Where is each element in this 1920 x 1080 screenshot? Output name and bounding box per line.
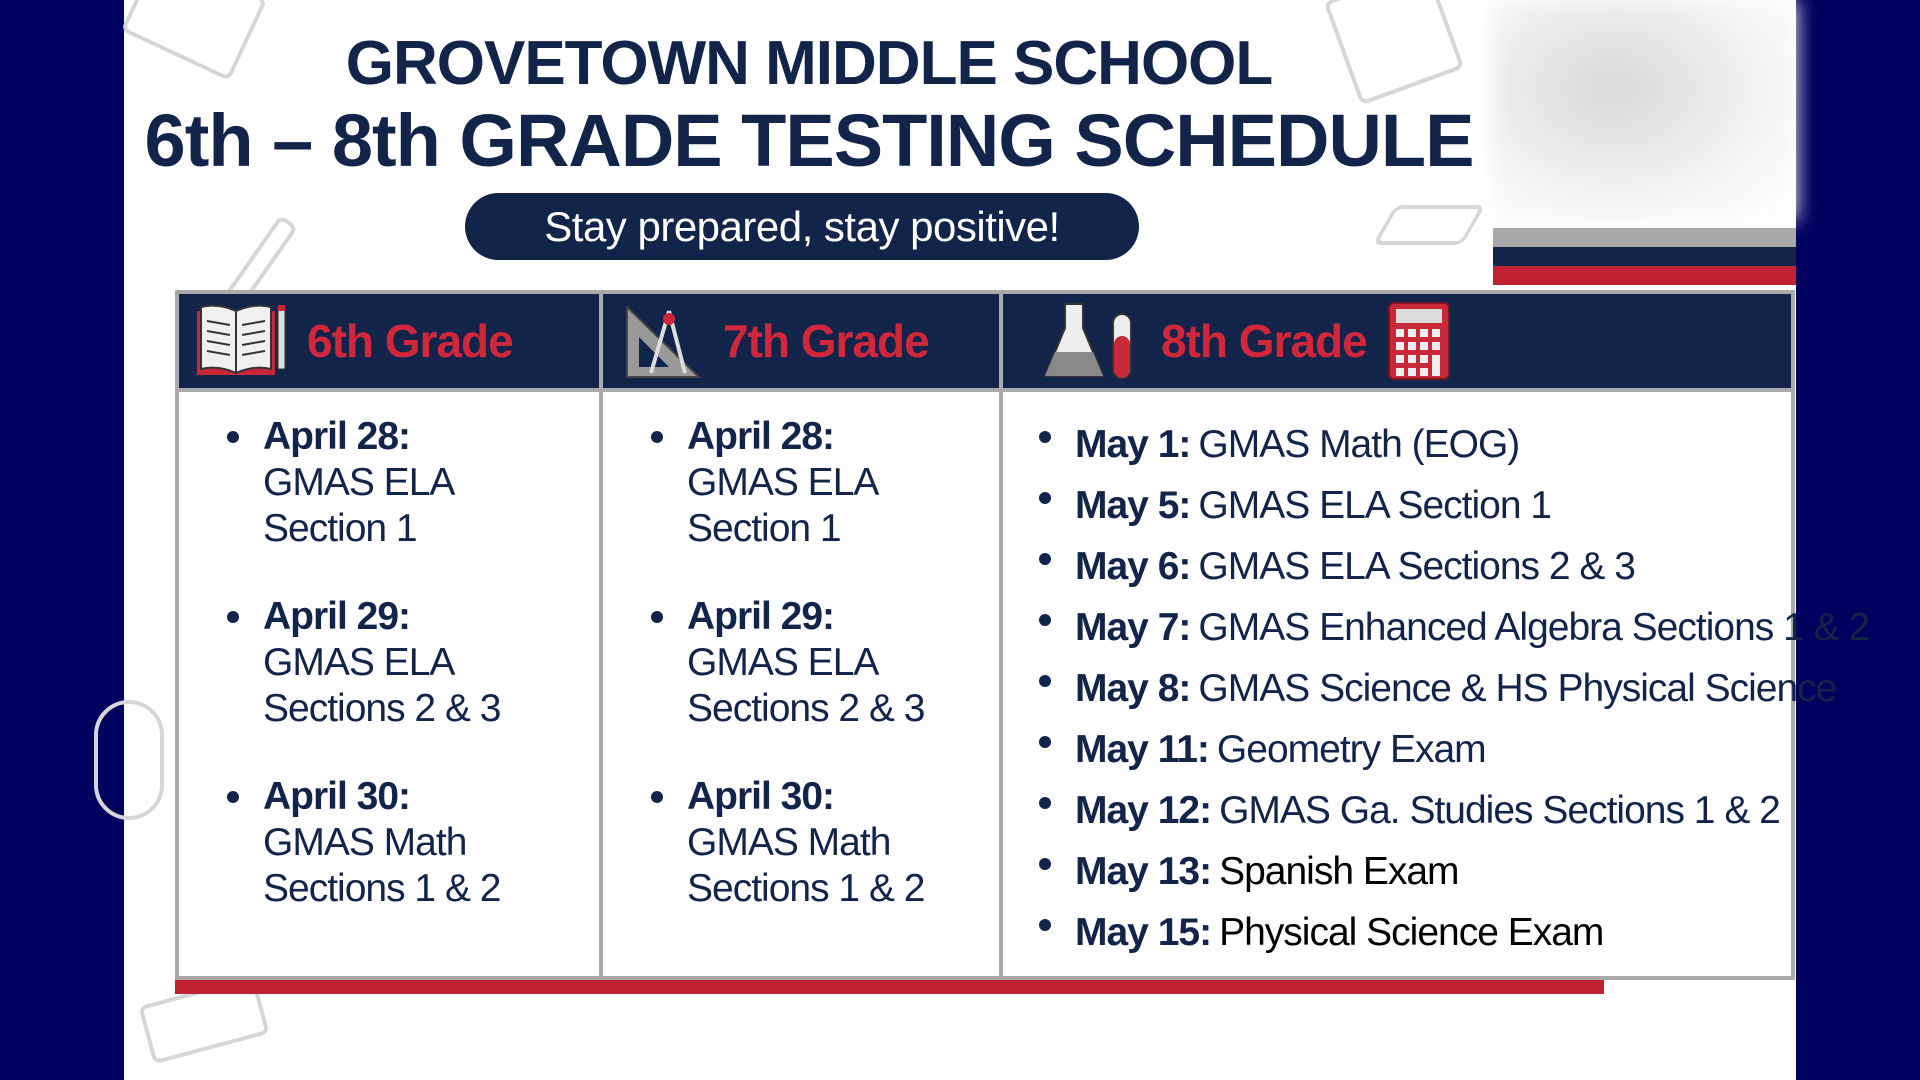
date: April 29: — [687, 595, 835, 638]
schedule-list-7th — [687, 414, 924, 954]
header-7th-grade — [623, 294, 929, 388]
list-item — [1075, 780, 1869, 841]
test-section: Sections 1 & 2 — [687, 867, 925, 910]
compass-ruler-icon — [623, 301, 703, 381]
list-item — [1075, 414, 1869, 475]
test-name: GMAS Ga. Studies Sections 1 & 2 — [1219, 789, 1780, 832]
list-item — [263, 414, 500, 552]
test-name: GMAS ELA Sections 2 & 3 — [1198, 545, 1635, 588]
decorative-stripes — [1493, 228, 1796, 285]
header-8th-grade — [1041, 294, 1451, 388]
date: May 6: — [1075, 545, 1191, 588]
date: May 8: — [1075, 667, 1191, 710]
list-item — [1075, 841, 1869, 902]
calculator-icon — [1387, 301, 1451, 381]
footer-red-bar — [175, 980, 1604, 994]
date: April 30: — [687, 775, 835, 818]
date: May 11: — [1075, 728, 1209, 771]
schedule-flyer — [124, 0, 1870, 1080]
test-section: Section 1 — [687, 507, 841, 550]
date: May 5: — [1075, 484, 1191, 527]
date: April 28: — [263, 415, 411, 458]
grade-label: 7th Grade — [723, 315, 929, 367]
graduation-cap-doodle-icon — [1372, 205, 1485, 245]
schedule-table — [175, 290, 1870, 980]
test-section: Sections 1 & 2 — [263, 867, 501, 910]
test-name: GMAS Math — [687, 821, 891, 864]
test-name: GMAS ELA — [263, 461, 455, 504]
list-item — [1075, 902, 1869, 963]
list-item — [1075, 536, 1869, 597]
grade-label: 8th Grade — [1161, 315, 1367, 367]
test-section: Sections 2 & 3 — [687, 687, 925, 730]
schedule-list-6th — [263, 414, 500, 954]
test-name: GMAS Science & HS Physical Science — [1198, 667, 1837, 710]
list-item — [687, 594, 924, 732]
test-section: Sections 2 & 3 — [263, 687, 501, 730]
tagline-banner: Stay prepared, stay positive! — [465, 193, 1139, 260]
test-name: GMAS ELA Section 1 — [1198, 484, 1552, 527]
list-item — [1075, 597, 1869, 658]
test-name: GMAS ELA — [687, 461, 879, 504]
palette-doodle-icon — [94, 700, 164, 820]
blurred-region — [1493, 0, 1796, 220]
test-name: GMAS Math — [263, 821, 467, 864]
test-name: Spanish Exam — [1219, 850, 1459, 893]
test-name: GMAS ELA — [263, 641, 455, 684]
date: May 15: — [1075, 911, 1212, 954]
test-name: GMAS ELA — [687, 641, 879, 684]
date: May 12: — [1075, 789, 1212, 832]
date: May 7: — [1075, 606, 1191, 649]
test-name: Physical Science Exam — [1219, 911, 1604, 954]
list-item — [263, 594, 500, 732]
list-item — [1075, 475, 1869, 536]
date: April 30: — [263, 775, 411, 818]
header-6th-grade — [195, 294, 513, 388]
list-item — [687, 774, 924, 912]
date: April 28: — [687, 415, 835, 458]
test-section: Section 1 — [263, 507, 417, 550]
flask-icon — [1041, 300, 1141, 382]
list-item — [687, 414, 924, 552]
test-name: GMAS Math (EOG) — [1198, 423, 1520, 466]
schedule-list-8th — [1075, 414, 1869, 963]
test-name: Geometry Exam — [1216, 728, 1486, 771]
list-item — [263, 774, 500, 912]
open-book-icon — [195, 303, 287, 379]
school-name: GROVETOWN MIDDLE SCHOOL — [345, 29, 1273, 98]
date: May 1: — [1075, 423, 1191, 466]
grade-label: 6th Grade — [307, 315, 513, 367]
list-item — [1075, 658, 1869, 719]
date: April 29: — [263, 595, 411, 638]
date: May 13: — [1075, 850, 1212, 893]
page-title: 6th – 8th GRADE TESTING SCHEDULE — [144, 99, 1474, 182]
list-item — [1075, 719, 1869, 780]
test-name: GMAS Enhanced Algebra Sections 1 & 2 — [1198, 606, 1870, 649]
